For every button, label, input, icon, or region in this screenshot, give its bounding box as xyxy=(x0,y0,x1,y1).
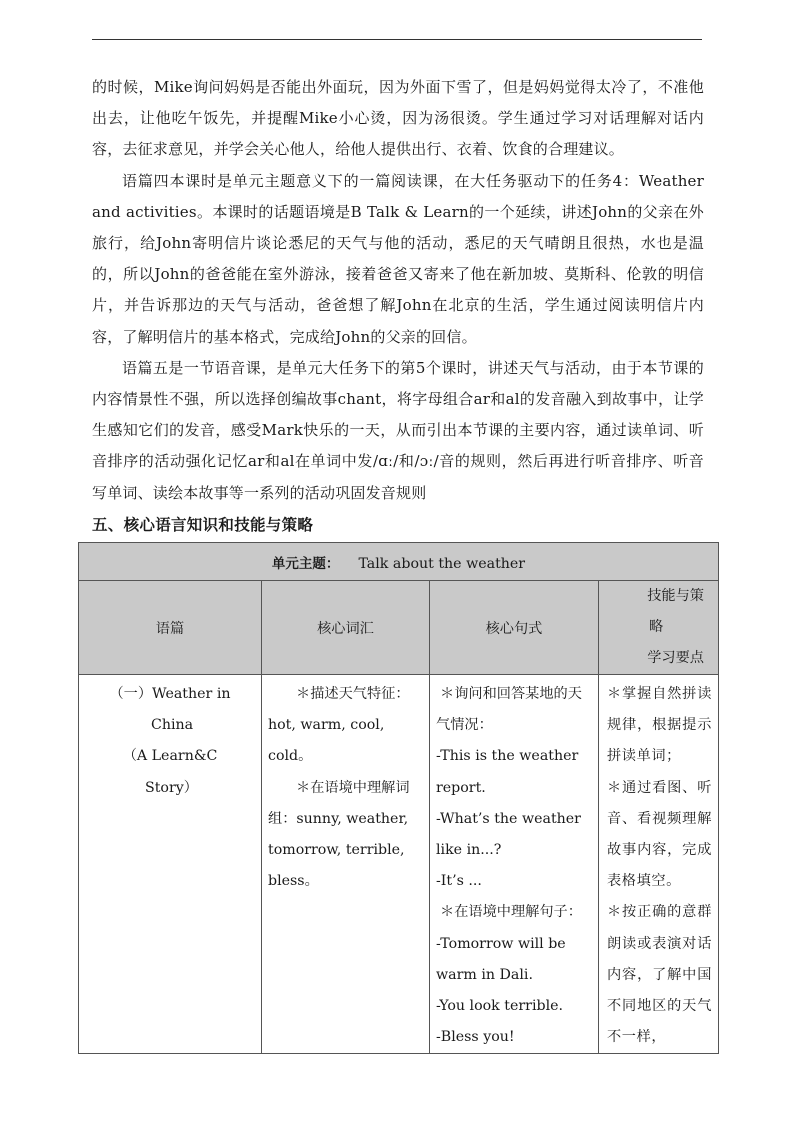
paragraph-continuation: 的时候，Mike询问妈妈是否能出外面玩，因为外面下雪了，但是妈妈觉得太冷了，不准他出去，让他吃午饭先，并提醒Mike小心烫，因为汤很烫。学生通过学习对话理解对话内容，去征求意见，并学会关心他人，给他人提供出行、衣着、饮食的合理建议。 xyxy=(92,78,704,159)
sentence-item: ＊在语境中理解句子： xyxy=(440,904,582,921)
sentence-item: -This is the weather report. xyxy=(436,748,579,796)
sentence-item: -What’s the weather like in...? xyxy=(436,810,581,859)
unit-theme-value: Talk about the weather xyxy=(358,555,526,572)
section-heading: 五、核心语言知识和技能与策略 xyxy=(92,516,314,534)
header-core-vocabulary: 核心词汇 xyxy=(262,581,430,675)
skill-item: ＊掌握自然拼读规律，根据提示拼读单词； xyxy=(607,686,712,765)
table-header-row xyxy=(79,581,719,675)
passage-line: （A Learn&C xyxy=(122,748,218,765)
skills-cell xyxy=(599,675,719,1054)
header-core-sentences: 核心句式 xyxy=(430,581,599,675)
sentence-item: -Bless you! xyxy=(436,1029,515,1046)
passage-cell xyxy=(79,675,262,1054)
header-skills-strategies xyxy=(599,581,719,675)
header-passage: 语篇 xyxy=(79,581,262,675)
paragraph-passage-five: 语篇五是一节语音课，是单元大任务下的第5个课时，讲述天气与活动，由于本节课的内容情景性不强，所以选择创编故事chant，将字母组合ar和al的发音融入到故事中，让学生感知它们的发音，感受Mark快乐的一天，从而引出本节课的主要内容，通过读单词、听音排序的活动强化记忆ar和al在单词中发/ɑː/和/ɔː/音的规则，然后再进行听音排序、听音写单词、读绘本故事等一系列的活动巩固发音规则 xyxy=(92,358,704,502)
skill-item: ＊通过看图、听音、看视频理解故事内容，完成表格填空。 xyxy=(607,779,712,890)
passage-line: China xyxy=(151,717,194,734)
passage-line: Story） xyxy=(145,779,198,796)
paragraph-passage-four: 语篇四本课时是单元主题意义下的一篇阅读课，在大任务驱动下的任务4：Weather and activities。本课时的话题语境是B Talk & Learn的一个延续，讲述John的父亲在外旅行，给John寄明信片谈论悉尼的天气与他的活动，悉尼的天气晴朗且很热，水也是温的，所以John的爸爸能在室外游泳，接着爸爸又寄来了他在新加坡、莫斯科、伦敦的明信片，并告诉那边的天气与活动，爸爸想了解John在北京的生活，学生通过阅读明信片内容，了解明信片的基本格式，完成给John的父亲的回信。 xyxy=(92,171,704,346)
skill-item: ＊按正确的意群朗读或表演对话内容，了解中国不同地区的天气不一样， xyxy=(607,904,712,1046)
core-knowledge-table xyxy=(78,542,719,1054)
header-rule xyxy=(92,39,702,40)
table-row xyxy=(79,675,719,1054)
header-skills-line3: 学习要点 xyxy=(647,650,704,666)
unit-theme-cell xyxy=(79,543,719,581)
header-skills-line2: 略 xyxy=(649,619,664,635)
sentence-item: ＊询问和回答某地的天气情况： xyxy=(436,686,582,734)
vocabulary-cell xyxy=(262,675,430,1054)
vocabulary-item: ＊在语境中理解词组：sunny, weather, tomorrow, terrible, bless。 xyxy=(268,779,410,890)
unit-theme-label: 单元主题： xyxy=(271,555,340,572)
sentence-item: -You look terrible. xyxy=(436,998,564,1015)
body-text xyxy=(92,72,704,509)
passage-line: （一）Weather in xyxy=(109,686,231,702)
vocabulary-item: ＊描述天气特征：hot, warm, cool, cold。 xyxy=(268,686,410,765)
sentence-item: -Tomorrow will be warm in Dali. xyxy=(436,935,566,983)
sentences-cell xyxy=(430,675,599,1054)
header-skills-line1: 技能与策 xyxy=(647,588,704,604)
sentence-item: -It’s ... xyxy=(436,873,482,890)
table-theme-row xyxy=(79,543,719,581)
